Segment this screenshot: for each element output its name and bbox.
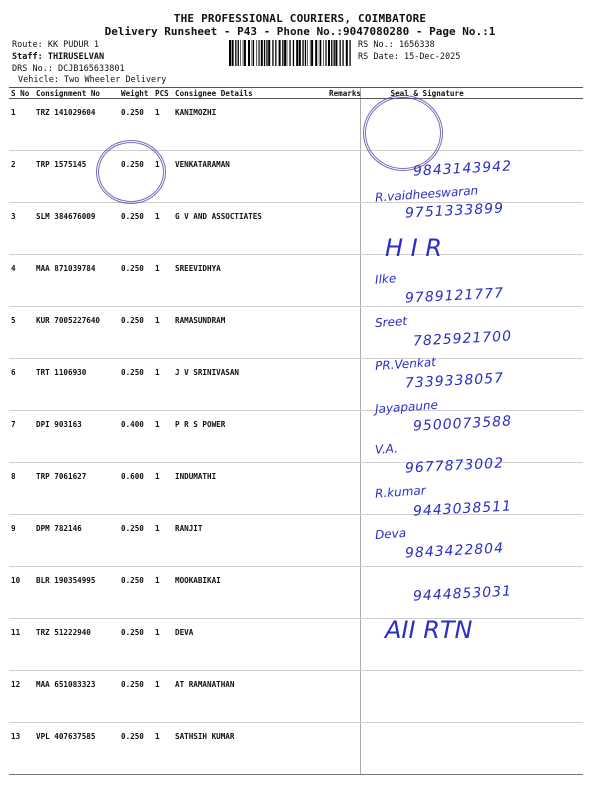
- sno-cell: 9: [9, 515, 34, 567]
- remarks-cell: [327, 515, 360, 567]
- sno-cell: 2: [9, 151, 34, 203]
- barcode-bar: [253, 40, 254, 66]
- consignee-cell: J V SRINIVASAN: [173, 359, 327, 411]
- barcode-bar: [319, 40, 320, 66]
- handwritten-phone: 9789121777: [404, 285, 505, 307]
- barcode-bar: [238, 40, 239, 66]
- remarks-cell: [327, 671, 360, 723]
- remarks-cell: [327, 203, 360, 255]
- handwritten-phone: 9443038511: [412, 497, 513, 520]
- consignment-cell: DPI 903163: [34, 411, 119, 463]
- barcode-bar: [259, 40, 260, 66]
- consignee-cell: AT RAMANATHAN: [173, 671, 327, 723]
- handwritten-phone: 7825921700: [412, 327, 513, 350]
- remarks-cell: [327, 463, 360, 515]
- weight-cell: 0.250: [119, 151, 153, 203]
- barcode-bar: [232, 40, 234, 66]
- sno-cell: 5: [9, 307, 34, 359]
- handwritten-signature: Deva: [374, 525, 407, 543]
- company-title: THE PROFESSIONAL COURIERS, COIMBATORE: [173, 12, 427, 25]
- barcode-bar: [310, 40, 311, 66]
- barcode-bar: [311, 40, 313, 66]
- barcode-bar: [293, 40, 294, 66]
- sno-cell: 6: [9, 359, 34, 411]
- handwritten-signature: Sreet: [374, 313, 408, 330]
- barcode-bar: [315, 40, 317, 66]
- signature-cell: [360, 671, 583, 723]
- barcode-bar: [335, 40, 337, 66]
- weight-cell: 0.250: [119, 723, 153, 775]
- barcode-bar: [302, 40, 303, 66]
- barcode-bar: [244, 40, 246, 66]
- consignment-cell: TRP 1575145: [34, 151, 119, 203]
- remarks-cell: [327, 151, 360, 203]
- consignment-cell: DPM 782146: [34, 515, 119, 567]
- consignee-cell: DEVA: [173, 619, 327, 671]
- remarks-cell: [327, 99, 360, 151]
- barcode-bar: [279, 40, 281, 66]
- handwritten-signature: R.kumar: [374, 482, 427, 501]
- weight-cell: 0.600: [119, 463, 153, 515]
- handwritten-phone: 9751333899: [404, 200, 505, 222]
- handwritten-phone: 7339338057: [404, 370, 505, 392]
- barcode-bar: [346, 40, 348, 66]
- sno-cell: 8: [9, 463, 34, 515]
- barcode-bar: [282, 40, 283, 66]
- handwritten-phone: 9500073588: [412, 412, 513, 435]
- table-row: [9, 99, 583, 151]
- handwritten-signature: Jayapaune: [374, 397, 439, 416]
- rs-number: RS No.: 1656338: [358, 40, 435, 50]
- remarks-cell: [327, 567, 360, 619]
- barcode-image: [229, 40, 353, 66]
- remarks-cell: [327, 619, 360, 671]
- barcode-bar: [264, 40, 265, 66]
- barcode-bar: [275, 40, 276, 66]
- pcs-cell: 1: [153, 671, 173, 723]
- barcode-bar: [334, 40, 335, 66]
- barcode-bar: [284, 40, 286, 66]
- handwritten-signature: V.A.: [374, 441, 399, 457]
- sno-cell: 13: [9, 723, 34, 775]
- consignment-cell: SLM 384676009: [34, 203, 119, 255]
- pcs-cell: 1: [153, 99, 173, 151]
- consignment-cell: BLR 190354995: [34, 567, 119, 619]
- barcode-bar: [252, 40, 253, 66]
- consignee-cell: VENKATARAMAN: [173, 151, 327, 203]
- barcode-bar: [256, 40, 257, 66]
- barcode-bar: [326, 40, 327, 66]
- barcode-bar: [235, 40, 236, 66]
- handwritten-signature: PR.Venkat: [374, 354, 437, 374]
- barcode-bar: [307, 40, 308, 66]
- barcode-bar: [305, 40, 306, 66]
- weight-cell: 0.250: [119, 203, 153, 255]
- barcode-bar: [296, 40, 298, 66]
- weight-cell: 0.250: [119, 359, 153, 411]
- barcode-bar: [349, 40, 350, 66]
- consignment-cell: TRP 7061627: [34, 463, 119, 515]
- pcs-cell: 1: [153, 723, 173, 775]
- barcode-bar: [268, 40, 270, 66]
- consignee-cell: KANIMOZHI: [173, 99, 327, 151]
- col-seal-header: Seal & Signature: [360, 88, 583, 99]
- consignee-cell: RAMASUNDRAM: [173, 307, 327, 359]
- sno-cell: 4: [9, 255, 34, 307]
- barcode-bar: [342, 40, 343, 66]
- weight-cell: 0.250: [119, 307, 153, 359]
- pcs-cell: 1: [153, 151, 173, 203]
- sno-cell: 3: [9, 203, 34, 255]
- col-sno-header: S No: [9, 88, 34, 99]
- consignee-cell: G V AND ASSOCTIATES: [173, 203, 327, 255]
- barcode-bar: [266, 40, 267, 66]
- barcode-bar: [258, 40, 259, 66]
- pcs-cell: 1: [153, 567, 173, 619]
- pcs-cell: 1: [153, 619, 173, 671]
- sno-cell: 1: [9, 99, 34, 151]
- handwritten-signature: AII RTN: [385, 616, 473, 644]
- consignee-cell: SREEVIDHYA: [173, 255, 327, 307]
- handwritten-phone: 9843143942: [412, 157, 513, 180]
- consignee-cell: INDUMATHI: [173, 463, 327, 515]
- weight-cell: 0.250: [119, 515, 153, 567]
- barcode-bar: [323, 40, 324, 66]
- sno-cell: 7: [9, 411, 34, 463]
- consignment-cell: TRZ 51222940: [34, 619, 119, 671]
- seal-stamp: [96, 140, 166, 204]
- table-row: [9, 671, 583, 723]
- col-consignee-header: Consignee Details: [173, 88, 327, 99]
- route-label: Route: KK PUDUR 1: [12, 40, 99, 50]
- pcs-cell: 1: [153, 359, 173, 411]
- staff-label: Staff: THIRUSELVAN: [12, 52, 105, 62]
- consignee-cell: RANJIT: [173, 515, 327, 567]
- drs-number: DRS No.: DCJB165633801: [12, 64, 125, 74]
- remarks-cell: [327, 307, 360, 359]
- handwritten-signature: R.vaidheeswaran: [374, 183, 479, 205]
- pcs-cell: 1: [153, 307, 173, 359]
- barcode-bar: [340, 40, 341, 66]
- col-pcs-header: PCS: [153, 88, 173, 99]
- handwritten-phone: 9444853031: [412, 582, 513, 605]
- weight-cell: 0.250: [119, 255, 153, 307]
- remarks-cell: [327, 359, 360, 411]
- barcode-bar: [299, 40, 301, 66]
- pcs-cell: 1: [153, 411, 173, 463]
- barcode-bar: [331, 40, 332, 66]
- col-consignment-header: Consignment No: [34, 88, 119, 99]
- remarks-cell: [327, 255, 360, 307]
- barcode-bar: [248, 40, 250, 66]
- consignment-cell: VPL 407637585: [34, 723, 119, 775]
- consignee-cell: MOOKABIKAI: [173, 567, 327, 619]
- consignment-cell: TRT 1106930: [34, 359, 119, 411]
- handwritten-signature: H I R: [385, 233, 443, 262]
- barcode-bar: [325, 40, 326, 66]
- handwritten-phone: 9677873002: [404, 455, 505, 477]
- remarks-cell: [327, 723, 360, 775]
- weight-cell: 0.250: [119, 99, 153, 151]
- barcode-bar: [272, 40, 273, 66]
- pcs-cell: 1: [153, 515, 173, 567]
- table-row: [9, 723, 583, 775]
- barcode-bar: [229, 40, 231, 66]
- col-weight-header: Weight: [119, 88, 153, 99]
- rs-date: RS Date: 15-Dec-2025: [358, 52, 461, 62]
- barcode-bar: [320, 40, 321, 66]
- pcs-cell: 1: [153, 203, 173, 255]
- pcs-cell: 1: [153, 463, 173, 515]
- signature-cell: [360, 723, 583, 775]
- weight-cell: 0.400: [119, 411, 153, 463]
- consignment-cell: KUR 7005227640: [34, 307, 119, 359]
- barcode-bar: [287, 40, 288, 66]
- barcode-bar: [240, 40, 241, 66]
- barcode-bar: [261, 40, 263, 66]
- table-header-row: [9, 88, 583, 99]
- sno-cell: 10: [9, 567, 34, 619]
- seal-stamp: [363, 95, 443, 171]
- weight-cell: 0.250: [119, 671, 153, 723]
- table-row: [9, 619, 583, 671]
- sno-cell: 12: [9, 671, 34, 723]
- weight-cell: 0.250: [119, 619, 153, 671]
- consignee-cell: P R S POWER: [173, 411, 327, 463]
- consignment-cell: MAA 871039784: [34, 255, 119, 307]
- runsheet-table: [9, 87, 583, 775]
- barcode-bar: [243, 40, 244, 66]
- handwritten-signature: Ilke: [374, 271, 397, 287]
- barcode-bar: [328, 40, 330, 66]
- consignment-cell: TRZ 141029604: [34, 99, 119, 151]
- consignment-cell: MAA 651083323: [34, 671, 119, 723]
- barcode-bar: [289, 40, 290, 66]
- col-remarks-header: Remarks: [329, 88, 362, 98]
- remarks-cell: [327, 411, 360, 463]
- vehicle-label: Vehicle: Two Wheeler Delivery: [18, 75, 167, 85]
- consignee-cell: SATHSIH KUMAR: [173, 723, 327, 775]
- sno-cell: 11: [9, 619, 34, 671]
- runsheet-subtitle: Delivery Runsheet - P43 - Phone No.:9047080280 - Page No.:1: [104, 25, 496, 38]
- handwritten-phone: 9843422804: [404, 540, 505, 562]
- weight-cell: 0.250: [119, 567, 153, 619]
- pcs-cell: 1: [153, 255, 173, 307]
